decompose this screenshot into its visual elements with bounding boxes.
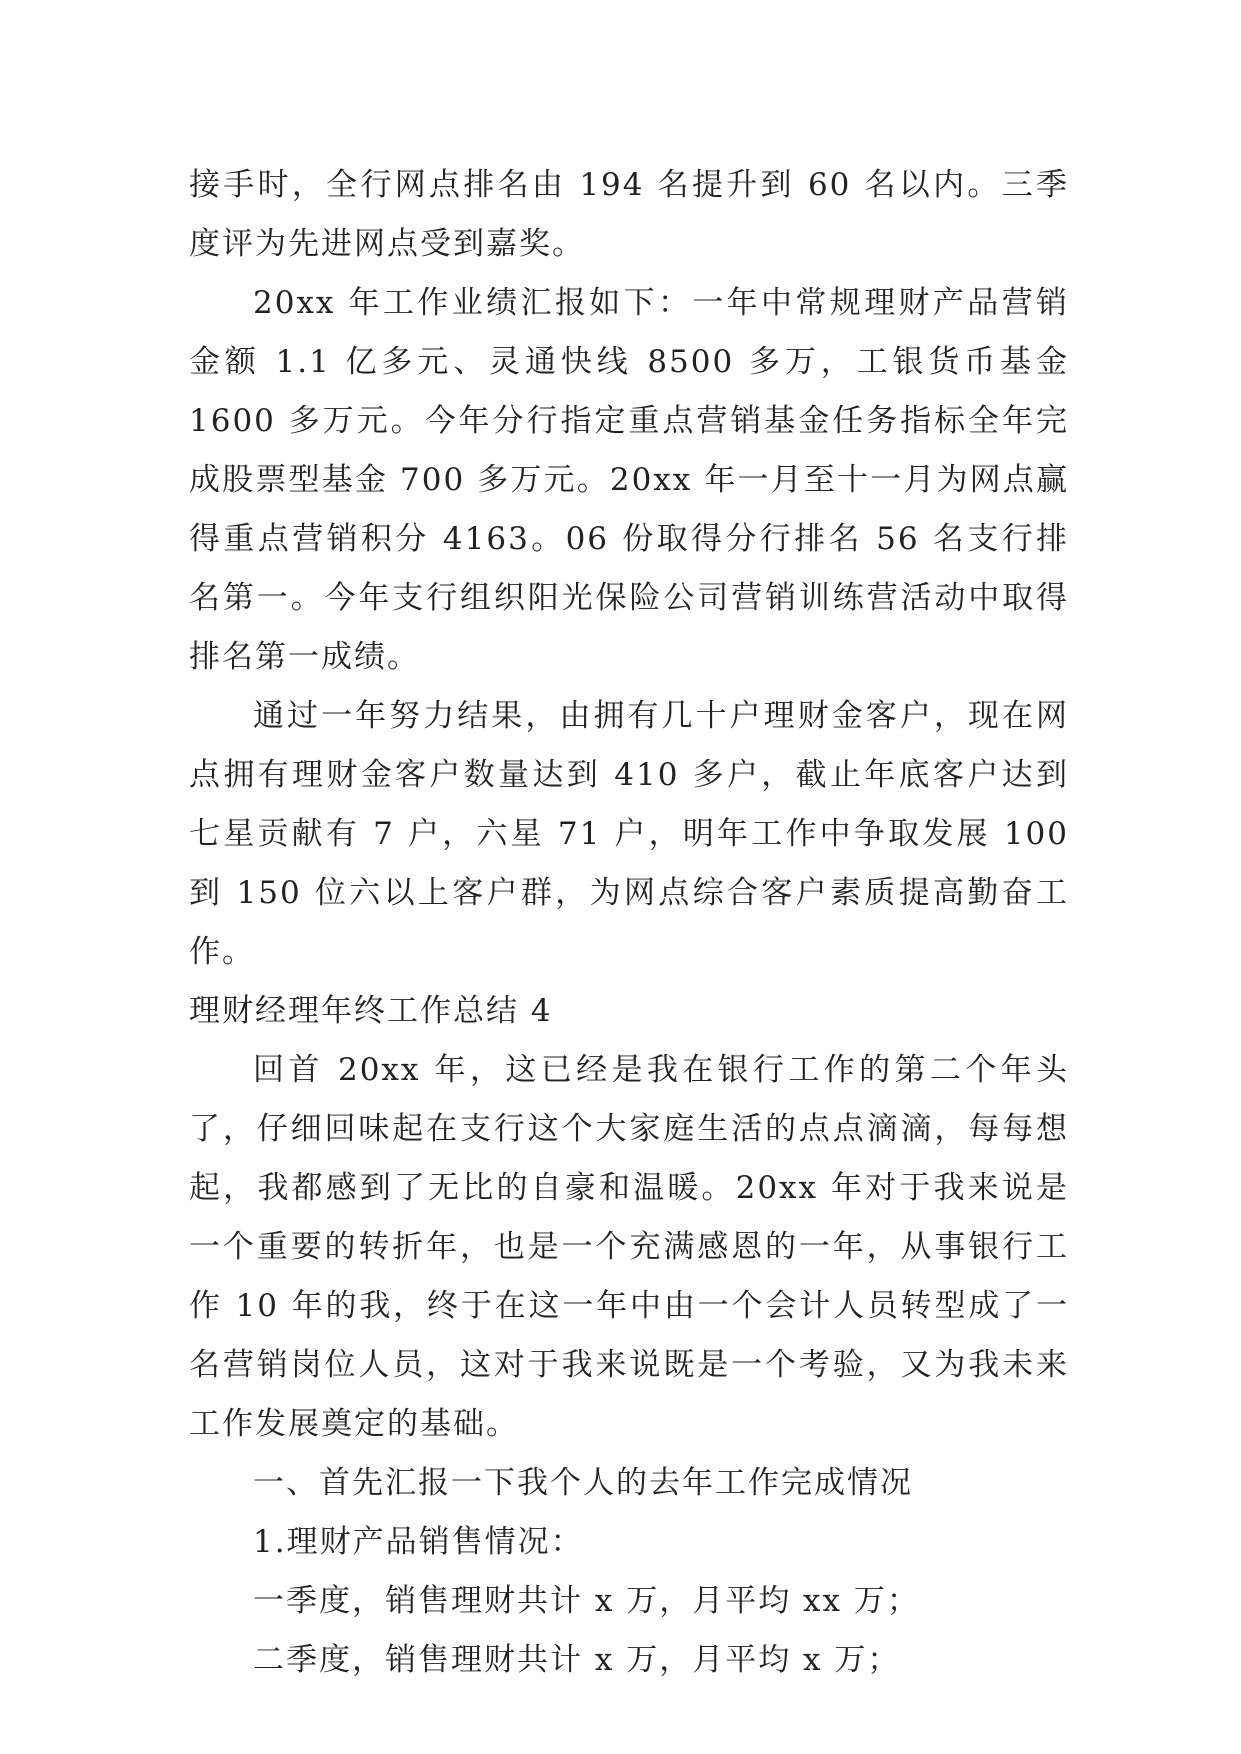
paragraph-customer-growth: 通过一年努力结果，由拥有几十户理财金客户，现在网点拥有理财金客户数量达到 410 多户，截止年底客户达到七星贡献有 7 户，六星 71 户，明年工作中争取发展 100 到 150 位六以上客户群，为网点综合客户素质提高勤奋工作。 bbox=[189, 698, 1069, 970]
list-item-q1-sales: 一季度，销售理财共计 x 万，月平均 xx 万； bbox=[253, 1583, 920, 1619]
list-item-q2-sales: 二季度，销售理财共计 x 万，月平均 x 万； bbox=[253, 1642, 901, 1678]
paragraph-performance-report: 20xx 年工作业绩汇报如下：一年中常规理财产品营销金额 1.1 亿多元、灵通快线 8500 多万，工银货币基金 1600 多万元。今年分行指定重点营销基金任务指标全年完成股票型基金 700 多万元。20xx 年一月至十一月为网点赢得重点营销积分 4163。06 份取得分行排名 56 名支行排名第一。今年支行组织阳光保险公司营销训练营活动中取得排名第一成绩。 bbox=[189, 285, 1069, 675]
subheading-product-sales: 1.理财产品销售情况： bbox=[253, 1524, 584, 1560]
section-heading: 理财经理年终工作总结 4 bbox=[189, 993, 553, 1029]
subheading-work-completion: 一、首先汇报一下我个人的去年工作完成情况 bbox=[253, 1465, 913, 1501]
document-body bbox=[189, 156, 1069, 1690]
paragraph-year-review: 回首 20xx 年，这已经是我在银行工作的第二个年头了，仔细回味起在支行这个大家庭生活的点点滴滴，每每想起，我都感到了无比的自豪和温暖。20xx 年对于我来说是一个重要的转折年，也是一个充满感恩的一年，从事银行工作 10 年的我，终于在这一年中由一个会计人员转型成了一名营销岗位人员，这对于我来说既是一个考验，又为我未来工作发展奠定的基础。 bbox=[189, 1052, 1069, 1442]
paragraph-ranking: 接手时，全行网点排名由 194 名提升到 60 名以内。三季度评为先进网点受到嘉奖。 bbox=[189, 167, 1069, 262]
